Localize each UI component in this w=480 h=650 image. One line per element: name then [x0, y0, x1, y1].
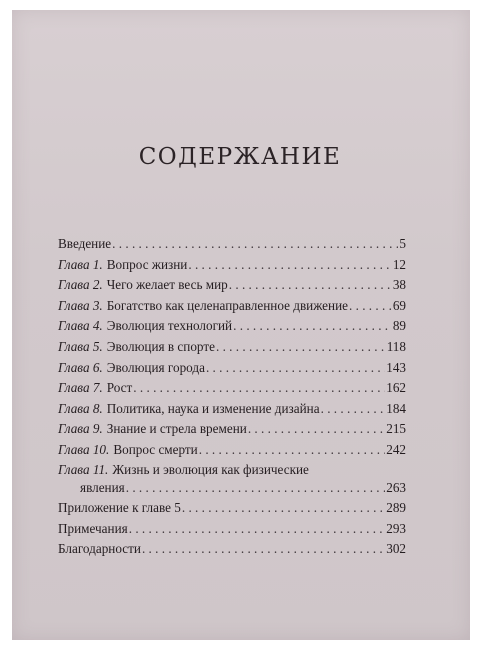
- toc-page-number: 263: [386, 479, 406, 495]
- chapter-prefix: Глава 3.: [58, 297, 103, 313]
- chapter-prefix: Глава 6.: [58, 359, 103, 375]
- toc-page-number: 69: [392, 297, 406, 313]
- toc-page-number: 89: [392, 318, 406, 334]
- dot-leader: [229, 275, 392, 296]
- toc-entry[interactable]: [58, 419, 406, 440]
- toc-page-number: 289: [386, 500, 406, 516]
- toc-entry-label: Вопрос смерти: [113, 441, 198, 457]
- toc-entry[interactable]: [58, 275, 406, 296]
- toc-entry[interactable]: [58, 296, 406, 317]
- dot-leader: [248, 419, 385, 440]
- toc-page-number: 143: [386, 359, 406, 375]
- dot-leader: [199, 440, 385, 461]
- dot-leader: [216, 337, 386, 358]
- toc-page-number: 5: [399, 236, 406, 251]
- toc-entry[interactable]: [58, 519, 406, 540]
- toc-entry[interactable]: [58, 399, 406, 420]
- dot-leader: [188, 255, 391, 276]
- toc-entry[interactable]: [58, 358, 406, 379]
- dot-leader: [133, 378, 385, 399]
- show-through-text: [165, 70, 315, 102]
- toc-entry-label: Рост: [106, 380, 133, 396]
- toc-page-number: 302: [386, 541, 406, 557]
- toc-entry[interactable]: [58, 234, 406, 255]
- toc-entry-label: Благодарности: [58, 541, 141, 557]
- toc-page-number: 293: [386, 520, 406, 536]
- toc-page-number: 184: [386, 400, 406, 416]
- chapter-prefix: Глава 11.: [58, 461, 109, 477]
- toc-entry[interactable]: [58, 461, 406, 478]
- chapter-prefix: Глава 2.: [58, 277, 103, 293]
- toc-entry-label: Знание и стрела времени: [106, 421, 247, 437]
- toc-entry-label-continuation: явления: [80, 479, 125, 495]
- toc-entry-label: Эволюция в спорте: [106, 338, 215, 354]
- toc-entry-label: Вопрос жизни: [106, 256, 188, 272]
- dot-leader: [142, 539, 385, 560]
- toc-entry[interactable]: [58, 498, 406, 519]
- toc-entry-label: Введение: [58, 236, 112, 251]
- toc-page-number: 215: [386, 421, 406, 437]
- toc-entry[interactable]: [58, 337, 406, 358]
- toc-page-number: 118: [386, 338, 406, 354]
- dot-leader: [206, 358, 385, 379]
- toc-entry-label: Эволюция технологий: [106, 318, 233, 334]
- toc-entry-label: Политика, наука и изменение дизайна: [106, 400, 320, 416]
- dot-leader: [321, 399, 386, 420]
- dot-leader: [233, 316, 392, 337]
- page-title: СОДЕРЖАНИЕ: [138, 144, 342, 170]
- dot-leader: [349, 296, 392, 317]
- toc-entry[interactable]: [58, 316, 406, 337]
- chapter-prefix: Глава 5.: [58, 338, 103, 354]
- toc-page-number: 12: [392, 256, 406, 272]
- chapter-prefix: Глава 8.: [58, 400, 103, 416]
- toc-entry[interactable]: [58, 440, 406, 461]
- chapter-prefix: Глава 7.: [58, 380, 103, 396]
- chapter-prefix: Глава 4.: [58, 318, 103, 334]
- toc-entry-label: Жизнь и эволюция как физические: [112, 461, 309, 477]
- toc-entry[interactable]: [58, 255, 406, 276]
- toc-entry-label: Приложение к главе 5: [58, 500, 181, 516]
- toc-entry-continuation[interactable]: [58, 478, 406, 499]
- chapter-prefix: Глава 9.: [58, 421, 103, 437]
- toc-entry-label: Примечания: [58, 520, 128, 536]
- toc-entry-label: Эволюция города: [106, 359, 205, 375]
- dot-leader: [129, 519, 386, 540]
- dot-leader: [112, 234, 398, 255]
- chapter-prefix: Глава 1.: [58, 256, 103, 272]
- toc-page-number: 38: [392, 277, 406, 293]
- toc-entry-label: Чего желает весь мир: [106, 277, 228, 293]
- toc-entry[interactable]: [58, 378, 406, 399]
- dot-leader: [182, 498, 385, 519]
- toc-entry-label: Богатство как целенаправленное движение: [106, 297, 348, 313]
- dot-leader: [126, 478, 385, 499]
- chapter-prefix: Глава 10.: [58, 441, 110, 457]
- toc-entry[interactable]: [58, 539, 406, 560]
- toc-page-number: 162: [386, 380, 406, 396]
- toc-page-number: 242: [386, 441, 406, 457]
- table-of-contents: [58, 234, 406, 560]
